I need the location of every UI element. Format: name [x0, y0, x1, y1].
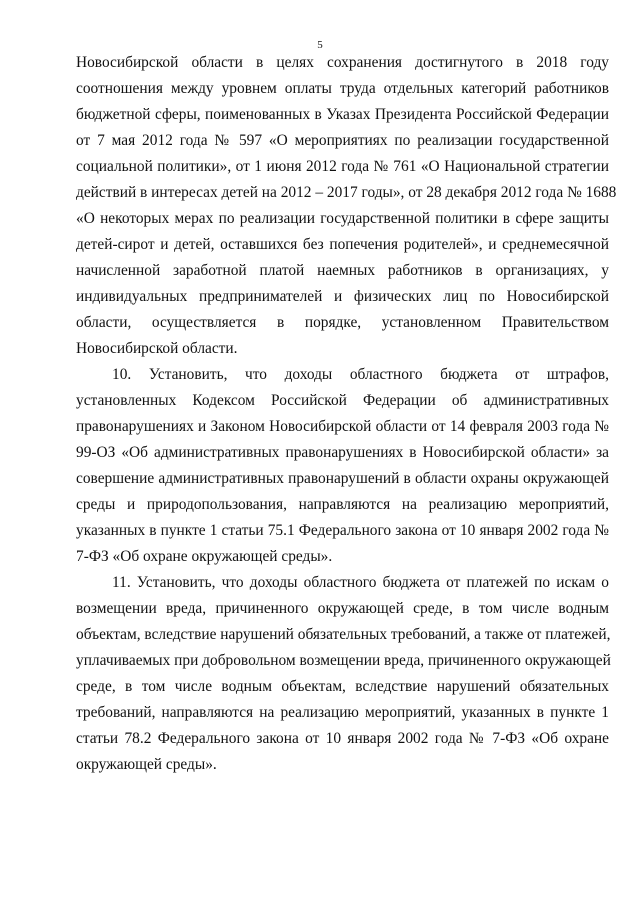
text-line: области, осуществляется в порядке, установленном Правительством	[76, 314, 609, 331]
page-number: 5	[317, 39, 323, 51]
text-line: уплачиваемых при добровольном возмещении вреда, причиненного окружающей	[76, 652, 611, 669]
paragraph-item-11	[76, 570, 609, 778]
text-line: от 7 мая 2012 года № 597 «О мероприятиях по реализации государственной	[76, 132, 609, 149]
text-line: 7-ФЗ «Об охране окружающей среды».	[76, 548, 333, 565]
text-line: среды и природопользования, направляются на реализацию мероприятий,	[76, 496, 609, 513]
text-line: возмещении вреда, причиненного окружающей среде, в том числе водным	[76, 600, 609, 617]
text-line: статьи 78.2 Федерального закона от 10 января 2002 года № 7-ФЗ «Об охране	[76, 730, 609, 747]
text-line: Новосибирской области в целях сохранения достигнутого в 2018 году	[76, 54, 609, 71]
text-line: Новосибирской области.	[76, 340, 238, 357]
text-line: объектам, вследствие нарушений обязательных требований, а также от платежей,	[76, 626, 611, 643]
text-line: социальной политики», от 1 июня 2012 года № 761 «О Национальной стратегии	[76, 158, 609, 175]
text-line: действий в интересах детей на 2012 – 2017 годы», от 28 декабря 2012 года № 1688	[76, 184, 617, 201]
text-line: указанных в пункте 1 статьи 75.1 Федерального закона от 10 января 2002 года №	[76, 522, 609, 539]
text-line: 10. Установить, что доходы областного бюджета от штрафов,	[112, 366, 609, 383]
text-line: соотношения между уровнем оплаты труда отдельных категорий работников	[76, 80, 609, 97]
text-line: индивидуальных предпринимателей и физических лиц по Новосибирской	[76, 288, 609, 305]
document-body	[76, 50, 617, 778]
text-line: бюджетной сферы, поименованных в Указах Президента Российской Федерации	[76, 106, 609, 123]
text-line: «О некоторых мерах по реализации государственной политики в сфере защиты	[76, 210, 609, 227]
text-line: 99-ОЗ «Об административных правонарушениях в Новосибирской области» за	[76, 444, 609, 461]
text-line: 11. Установить, что доходы областного бюджета от платежей по искам о	[112, 574, 609, 591]
text-line: требований, направляются на реализацию мероприятий, указанных в пункте 1	[76, 704, 609, 721]
text-line: начисленной заработной платой наемных работников в организациях, у	[76, 262, 609, 279]
text-line: окружающей среды».	[76, 756, 217, 773]
text-line: среде, в том числе водным объектам, вследствие нарушений обязательных	[76, 678, 609, 695]
text-line: правонарушениях и Законом Новосибирской области от 14 февраля 2003 года №	[76, 418, 609, 435]
paragraph-continuation	[76, 50, 617, 362]
text-line: установленных Кодексом Российской Федерации об административных	[76, 392, 609, 409]
text-line: совершение административных правонарушений в области охраны окружающей	[76, 470, 609, 487]
paragraph-item-10	[76, 362, 609, 570]
text-line: детей-сирот и детей, оставшихся без попечения родителей», и среднемесячной	[76, 236, 609, 253]
